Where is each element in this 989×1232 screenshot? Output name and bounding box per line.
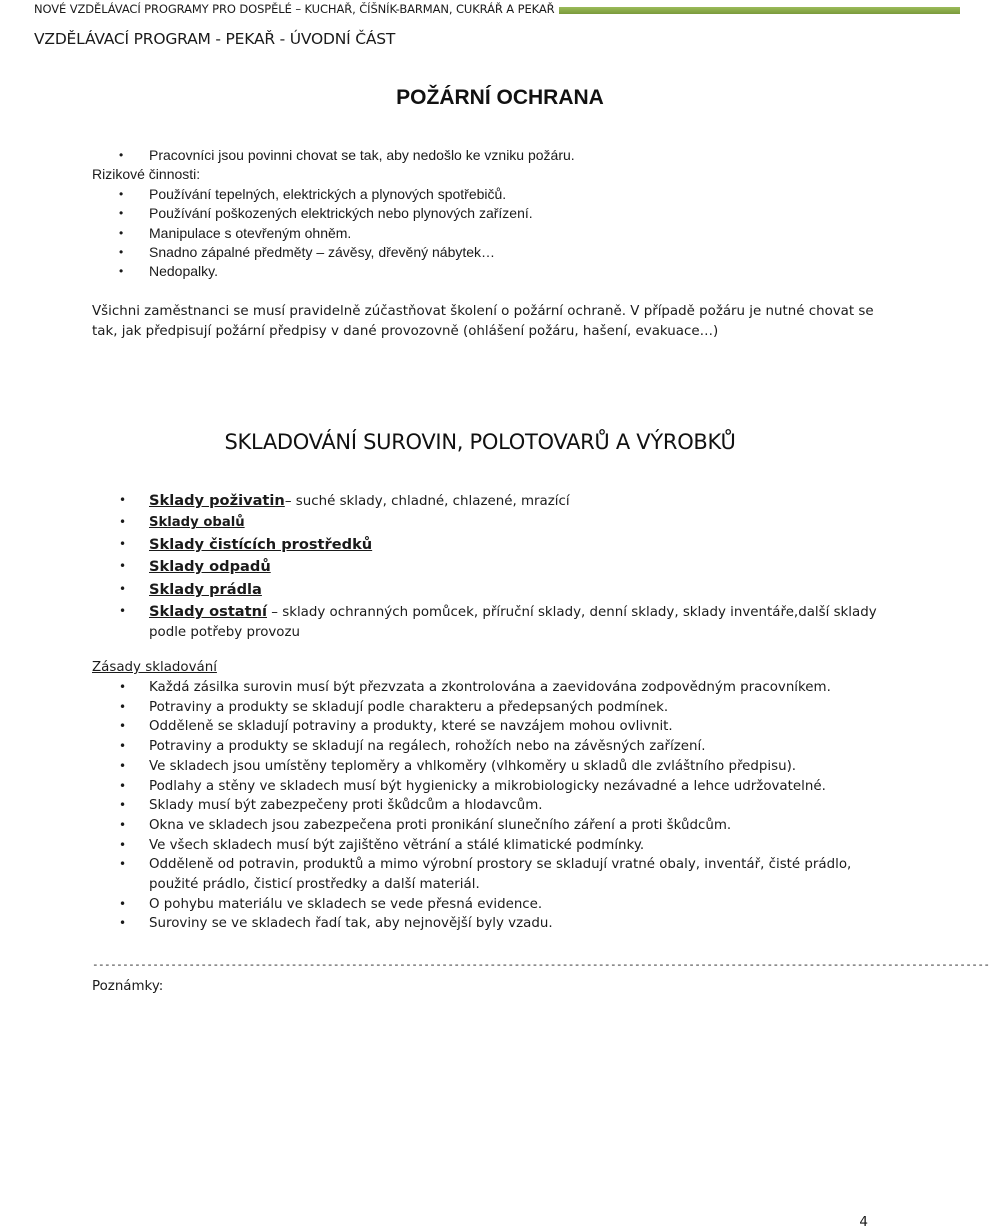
list-item: • Ve všech skladech musí být zajištěno větrání a stálé klimatické podmínky. bbox=[92, 836, 851, 856]
storage-type-name: Sklady poživatin bbox=[149, 492, 285, 509]
list-item: • Pracovníci jsou povinni chovat se tak, aby nedošlo ke vzniku požáru. bbox=[92, 146, 575, 165]
list-item: • Okna ve skladech jsou zabezpečena proti pronikání slunečního záření a proti škůdcům. bbox=[92, 816, 851, 836]
storage-heading: SKLADOVÁNÍ SUROVIN, POLOTOVARŮ A VÝROBKŮ bbox=[224, 430, 736, 454]
list-item bbox=[92, 534, 877, 556]
risk-activities-list bbox=[92, 185, 533, 281]
storage-type-name: Sklady prádla bbox=[149, 580, 262, 598]
fire-training-paragraph bbox=[92, 302, 872, 342]
top-header-bar bbox=[0, 0, 960, 18]
fire-protection-heading: POŽÁRNÍ OCHRANA bbox=[396, 86, 604, 109]
list-item: • Používání poškozených elektrických nebo plynových zařízení. bbox=[92, 204, 533, 223]
list-item: • Odděleně od potravin, produktů a mimo výrobní prostory se skladují vratné obaly, inventář, čisté prádlo, bbox=[92, 855, 851, 875]
list-item: • Sklady musí být zabezpečeny proti škůdcům a hlodavcům. bbox=[92, 796, 851, 816]
list-item: • Potraviny a produkty se skladují podle charakteru a předepsaných podmínek. bbox=[92, 698, 851, 718]
list-item: • Podlahy a stěny ve skladech musí být hygienicky a mikrobiologicky nezávadné a lehce udržovatelné. bbox=[92, 777, 851, 797]
storage-principles-list bbox=[92, 678, 851, 934]
list-item bbox=[92, 579, 877, 601]
fire-intro-list bbox=[92, 146, 575, 165]
storage-type-name: Sklady čistících prostředků bbox=[149, 535, 373, 553]
list-item bbox=[92, 512, 877, 533]
storage-types-list bbox=[92, 490, 877, 643]
list-item: • Každá zásilka surovin musí být přezvzata a zkontrolována a zaevidována zodpovědným pracovníkem. bbox=[92, 678, 851, 698]
storage-type-desc: – sklady ochranných pomůcek, příruční sklady, denní sklady, sklady inventáře,další sklady bbox=[267, 605, 877, 621]
page-number: 4 bbox=[859, 1214, 868, 1230]
list-item: • Ve skladech jsou umístěny teploměry a vhlkoměry (vlhkoměry u skladů dle zvláštního předpisu). bbox=[92, 757, 851, 777]
storage-principles-label: Zásady skladování bbox=[92, 660, 217, 675]
notes-separator: ----------------------------------------------------------------------------------------------------------------------------------------------------- bbox=[92, 958, 989, 971]
header-green-rule bbox=[559, 7, 960, 14]
storage-type-desc: – suché sklady, chladné, chlazené, mrazící bbox=[284, 494, 570, 509]
document-subtitle: VZDĚLÁVACÍ PROGRAM - PEKAŘ - ÚVODNÍ ČÁST bbox=[34, 30, 396, 48]
list-item: • Suroviny se ve skladech řadí tak, aby nejnovější byly vzadu. bbox=[92, 914, 851, 934]
risk-activities-label: Rizikové činnosti: bbox=[92, 166, 201, 182]
program-title: NOVÉ VZDĚLÁVACÍ PROGRAMY PRO DOSPĚLÉ – KUCHAŘ, ČÍŠNÍK-BARMAN, CUKRÁŘ A PEKAŘ bbox=[34, 2, 555, 16]
list-item: • Potraviny a produkty se skladují na regálech, rohožích nebo na závěsných zařízení. bbox=[92, 737, 851, 757]
notes-label: Poznámky: bbox=[92, 979, 164, 994]
list-item-continuation: podle potřeby provozu bbox=[149, 625, 301, 641]
list-item: • Manipulace s otevřeným ohněm. bbox=[92, 224, 533, 243]
list-item bbox=[92, 556, 877, 578]
list-item: • Používání tepelných, elektrických a plynových spotřebičů. bbox=[92, 185, 533, 204]
storage-type-name: Sklady odpadů bbox=[149, 558, 271, 576]
list-item-continuation: použité prádlo, čisticí prostředky a další materiál. bbox=[149, 877, 480, 893]
list-item: • Nedopalky. bbox=[92, 262, 533, 281]
list-item: • Snadno zápalné předměty – závěsy, dřevěný nábytek… bbox=[92, 243, 533, 262]
list-item bbox=[92, 601, 877, 623]
paragraph-line: tak, jak předpisují požární předpisy v dané provozovně (ohlášení požáru, hašení, evakuace…) bbox=[92, 324, 719, 339]
storage-type-name: Sklady ostatní bbox=[149, 603, 268, 621]
list-item bbox=[92, 490, 877, 512]
paragraph-line: Všichni zaměstnanci se musí pravidelně zúčastňovat školení o požární ochraně. V případě požáru je nutné chovat se bbox=[92, 304, 874, 319]
list-item: • O pohybu materiálu ve skladech se vede přesná evidence. bbox=[92, 895, 851, 915]
storage-type-name: Sklady obalů bbox=[149, 515, 245, 531]
list-item: • Odděleně se skladují potraviny a produkty, které se navzájem mohou ovlivnit. bbox=[92, 717, 851, 737]
